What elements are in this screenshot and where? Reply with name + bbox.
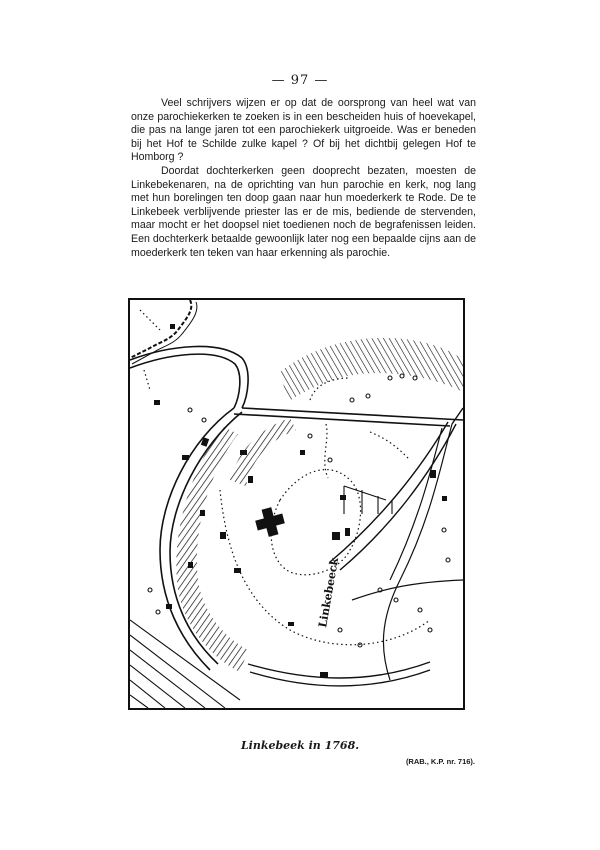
figure-caption: Linkebeek in 1768. (240, 739, 360, 752)
historical-map (128, 298, 465, 710)
paragraph-1: Veel schrijvers wijzen er op dat de oorsprong van heel wat van onze parochiekerken te zoeken is in een bescheiden huis of hoevekapel, die pas na lange jaren tot een parochiekerk uitgroeide. Was er beneden bij het Hof te Schilde zulke kapel ? Of bij het dichtbij gelegen Hof te Homborg ? (131, 97, 476, 164)
road-diagonal (330, 422, 448, 562)
map-drawing (130, 300, 463, 708)
stream (130, 300, 191, 358)
road-east (242, 408, 463, 420)
church (253, 505, 287, 539)
figure-source: (RAB., K.P. nr. 716). (405, 757, 475, 766)
paragraph-2: Doordat dochterkerken geen dooprecht bezaten, moesten de Linkebekenaren, na de oprichting van hun parochie en kerk, nog lang met hun borelingen ten doop gaan naar hun moederkerk te Rode. De te Linkebeek verblijvende priester las er de mis, bediende de stervenden, maar mocht er het doopsel niet toedienen noch de begrafenissen leiden. Een dochterkerk betaalde gewoonlijk later nog een bepaalde cijns aan de moederkerk ten teken van haar erkenning als parochie. (131, 164, 476, 259)
body-text (131, 97, 476, 260)
map-place-label: Linkebeeck (316, 556, 342, 629)
page-number: — 97 — (271, 73, 329, 88)
embankment-inner (230, 418, 296, 486)
embankment-north (280, 338, 463, 402)
